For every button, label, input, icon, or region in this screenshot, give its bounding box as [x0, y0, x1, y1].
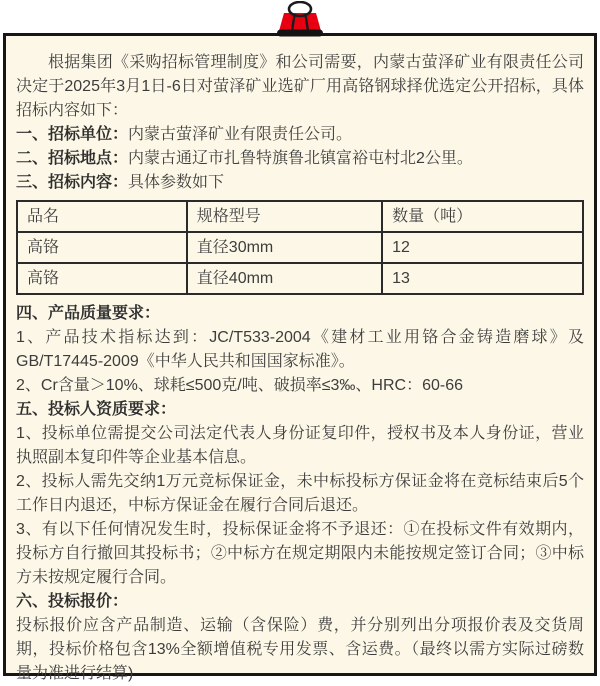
- table-cell: 13: [382, 263, 583, 294]
- tender-location-line: [16, 147, 584, 171]
- qualification-item: 2、投标人需先交纳1万元竞标保证金，未中标投标方保证金将在竞标结束后5个工作日内退还，中标方保证金在履行合同后退还。: [16, 473, 584, 514]
- quality-section-title: 四、产品质量要求：: [16, 305, 161, 322]
- pricing-section-title: 六、投标报价：: [16, 593, 129, 610]
- quality-item: 1、产品技术指标达到：JC/T533-2004《建材工业用铬合金铸造磨球》及GB/T17445-2009《中华人民共和国国家标准》。: [16, 329, 584, 370]
- tender-location-label: 二、招标地点：: [16, 150, 129, 167]
- pricing-body: 投标报价应含产品制造、运输（含保险）费，并分别列出分项报价表及交货周期，投标价格包含13%全额增值税专用发票、含运费。（最终以需方实际过磅数量为准进行结算): [16, 617, 584, 682]
- table-row: [17, 232, 583, 263]
- tender-unit-line: [16, 123, 584, 147]
- binder-clip-icon: [277, 1, 323, 41]
- table-row: [17, 263, 583, 294]
- qualification-item: 1、投标单位需提交公司法定代表人身份证复印件，授权书及本人身份证，营业执照副本复印件等企业基本信息。: [16, 425, 584, 466]
- qualification-item: 3、有以下任何情况发生时，投标保证金将不予退还：①在投标文件有效期内，投标方自行撤回其投标书；②中标方在规定期限内未能按规定签订合同；③中标方未按规定履行合同。: [16, 521, 584, 586]
- tender-unit-value: 内蒙古萤泽矿业有限责任公司。: [128, 126, 353, 143]
- tender-unit-label: 一、招标单位：: [16, 126, 129, 143]
- quality-item: 2、Cr含量＞10%、球耗≤500克/吨、破损率≤3‰、HRC：60-66: [16, 377, 463, 394]
- qualification-section-title: 五、投标人资质要求：: [16, 401, 177, 418]
- table-cell: 高铬: [17, 232, 187, 263]
- document-frame: [3, 33, 597, 682]
- table-cell: 高铬: [17, 263, 187, 294]
- spec-table: [16, 200, 584, 295]
- tender-location-value: 内蒙古通辽市扎鲁特旗鲁北镇富裕屯村北2公里。: [128, 150, 473, 167]
- tender-content-label: 三、招标内容：: [16, 174, 129, 191]
- table-header-cell: 规格型号: [187, 201, 382, 232]
- tender-content-line: [16, 171, 584, 195]
- table-header-cell: 数量（吨）: [382, 201, 583, 232]
- intro-paragraph: 根据集团《采购招标管理制度》和公司需要，内蒙古萤泽矿业有限责任公司决定于2025年3月1日-6日对萤泽矿业选矿厂用高铬钢球择优选定公开招标，具体招标内容如下：: [16, 54, 584, 119]
- tender-content-value: 具体参数如下: [128, 174, 225, 191]
- table-cell: 直径40mm: [187, 263, 382, 294]
- table-header-cell: 品名: [17, 201, 187, 232]
- table-header-row: [17, 201, 583, 232]
- table-cell: 直径30mm: [187, 232, 382, 263]
- table-cell: 12: [382, 232, 583, 263]
